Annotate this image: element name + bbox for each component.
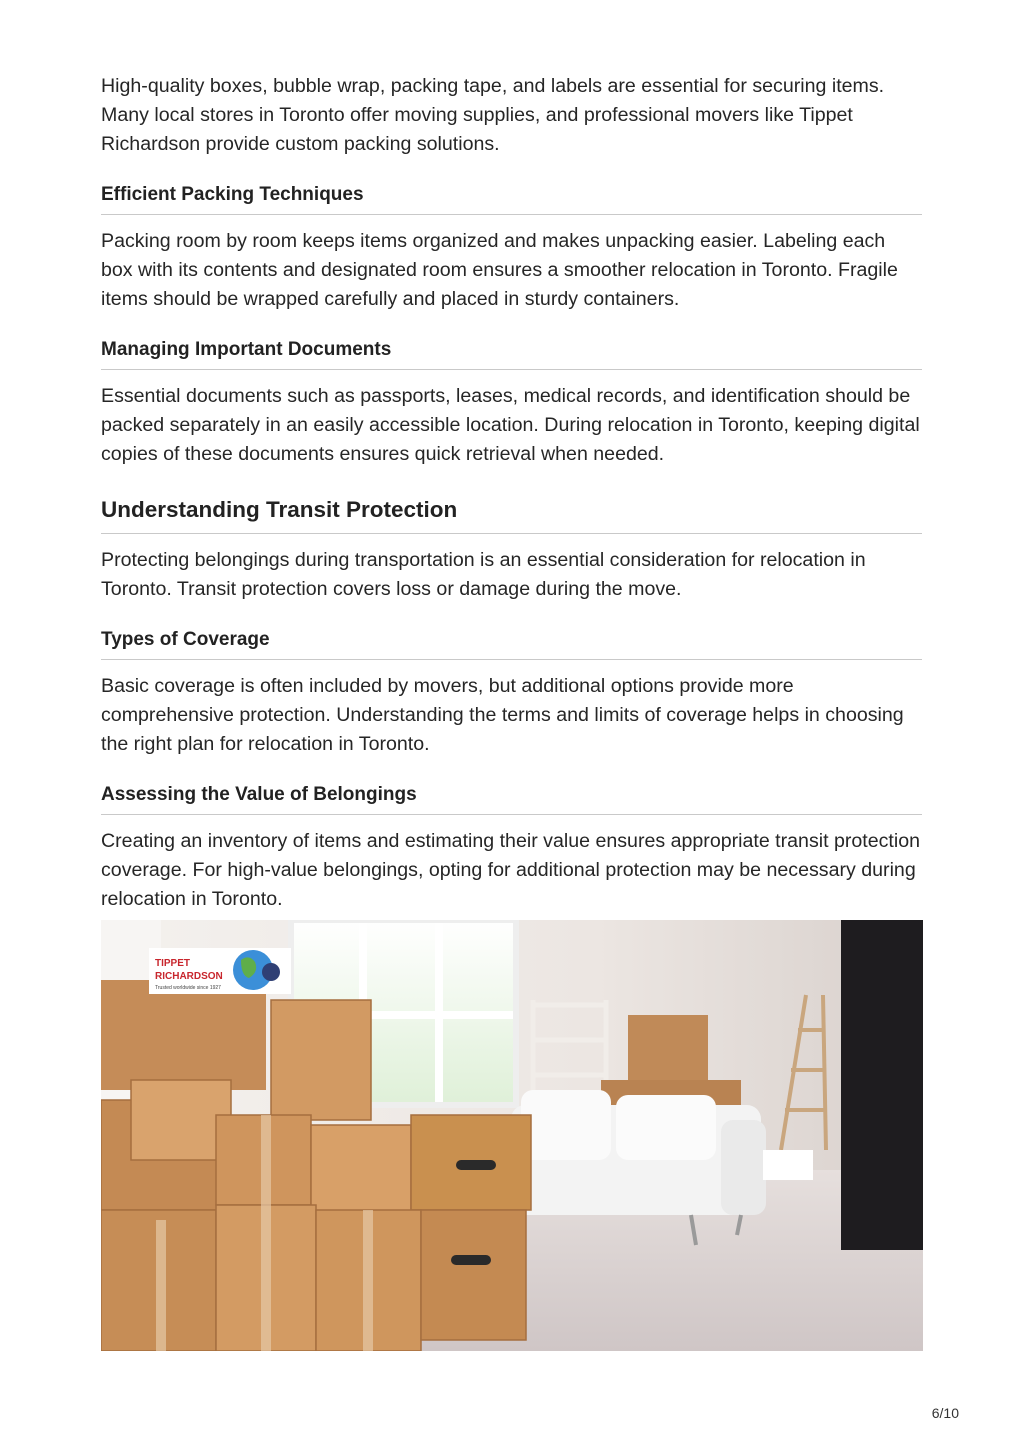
article-content <box>101 72 922 914</box>
moving-boxes-photo <box>101 920 923 1351</box>
coverage-paragraph: Basic coverage is often included by movers, but additional options provide more comprehensive protection. Understanding the terms and limits of coverage helps in choosing the right plan for relocation in Toronto. <box>101 675 904 755</box>
intro-paragraph: High-quality boxes, bubble wrap, packing tape, and labels are essential for securing items. Many local stores in Toronto offer moving supplies, and professional movers like Tippet Richardson provide custom packing solutions. <box>101 75 885 155</box>
logo-line1: TIPPET <box>155 958 191 969</box>
documents-paragraph: Essential documents such as passports, leases, medical records, and identification should be packed separately in an easily accessible location. During relocation in Toronto, keeping digital copies of these documents ensures quick retrieval when needed. <box>101 385 920 465</box>
coverage-heading: Types of Coverage <box>101 629 922 660</box>
transit-protection-paragraph: Protecting belongings during transportation is an essential consideration for relocation in Toronto. Transit protection covers loss or damage during the move. <box>101 549 866 600</box>
tippet-richardson-logo <box>149 948 291 994</box>
value-heading: Assessing the Value of Belongings <box>101 784 922 815</box>
page-number: 6/10 <box>931 1405 959 1421</box>
logo-line2: RICHARDSON <box>155 971 223 982</box>
efficient-packing-paragraph: Packing room by room keeps items organized and makes unpacking easier. Labeling each box with its contents and designated room ensures a smoother relocation in Toronto. Fragile items should be wrapped carefully and placed in sturdy containers. <box>101 230 898 310</box>
documents-heading: Managing Important Documents <box>101 339 922 370</box>
efficient-packing-heading: Efficient Packing Techniques <box>101 184 922 215</box>
transit-protection-heading: Understanding Transit Protection <box>101 497 922 534</box>
logo-tagline: Trusted worldwide since 1927 <box>155 985 221 991</box>
value-paragraph: Creating an inventory of items and estimating their value ensures appropriate transit protection coverage. For high-value belongings, opting for additional protection may be necessary during relocation in Toronto. <box>101 830 921 910</box>
